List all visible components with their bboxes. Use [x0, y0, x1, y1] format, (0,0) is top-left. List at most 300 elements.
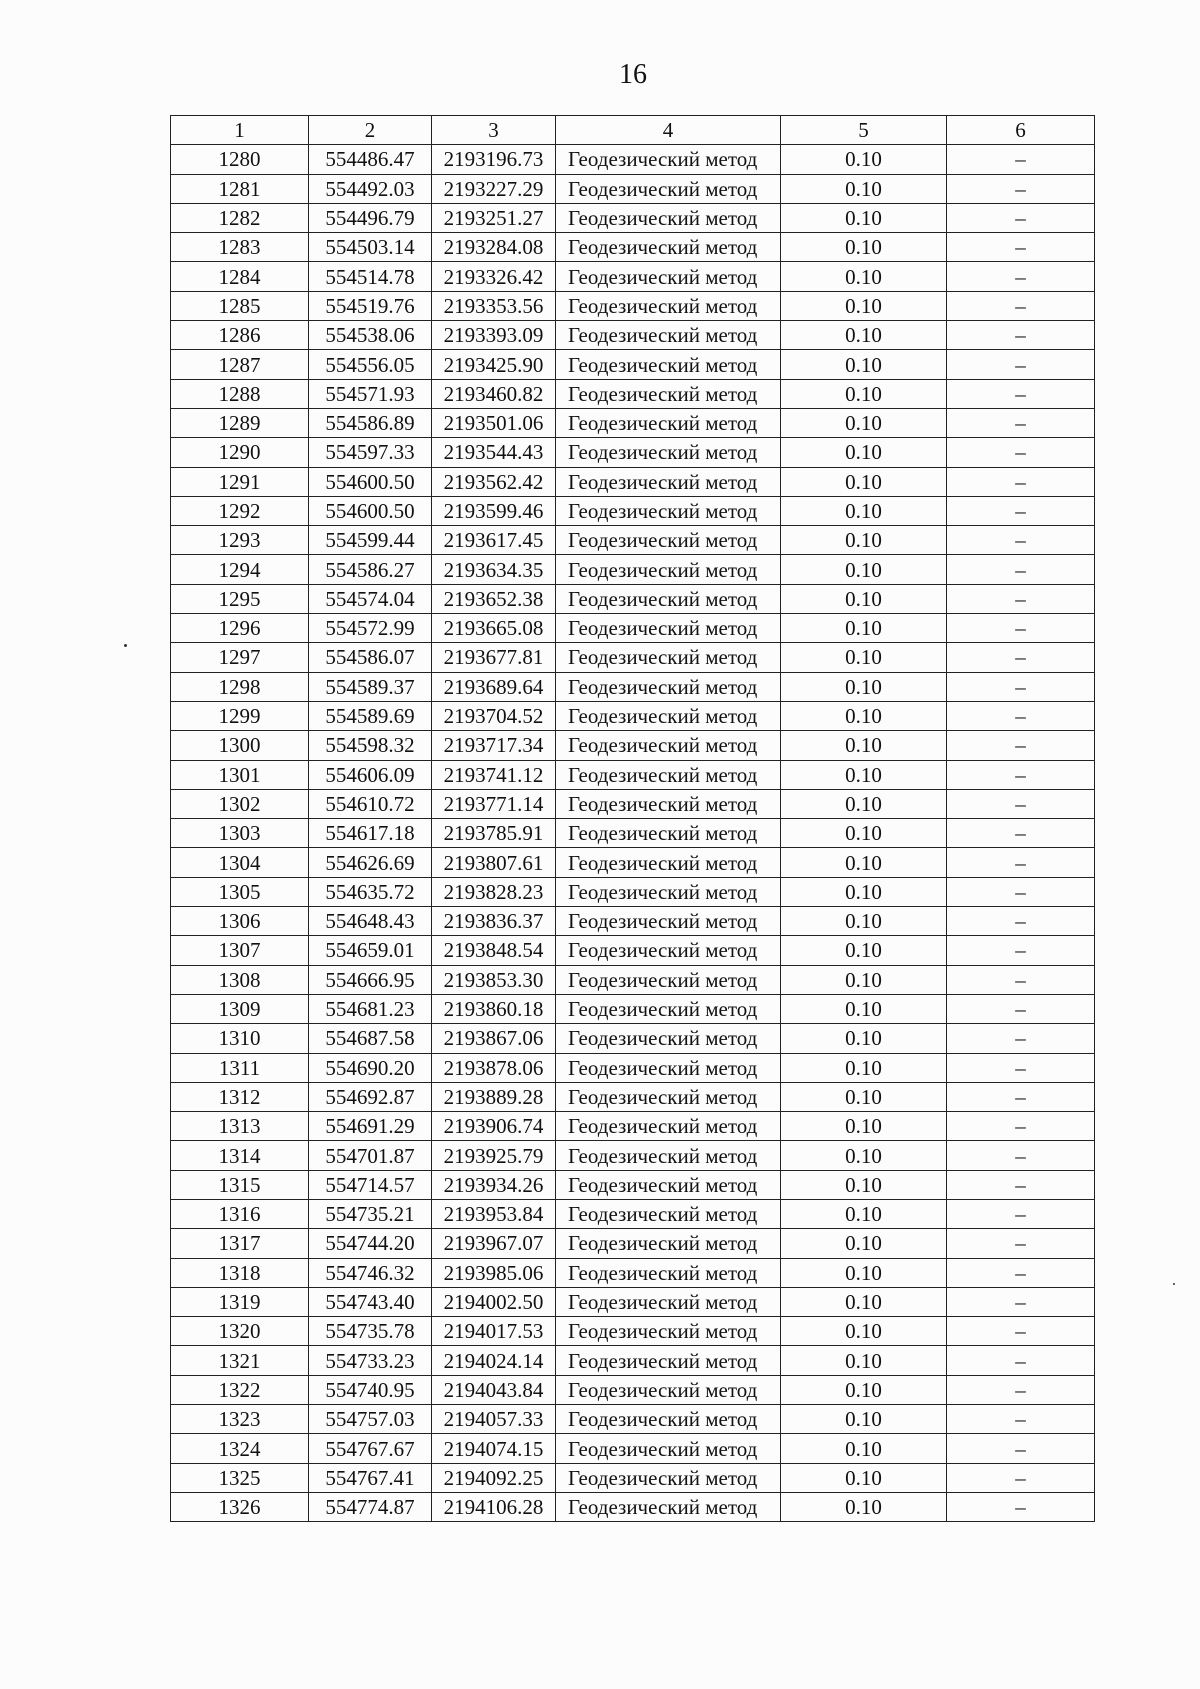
method-cell: Геодезический метод [556, 174, 781, 203]
method-cell: Геодезический метод [556, 1287, 781, 1316]
point-number-cell: 1310 [171, 1024, 309, 1053]
x-coordinate-cell: 554617.18 [309, 819, 432, 848]
y-coordinate-cell: 2193785.91 [432, 819, 556, 848]
header-cell-4: 4 [556, 116, 781, 145]
description-cell: – [947, 291, 1095, 320]
y-coordinate-cell: 2193460.82 [432, 379, 556, 408]
description-cell: – [947, 350, 1095, 379]
description-cell: – [947, 145, 1095, 174]
point-number-cell: 1283 [171, 233, 309, 262]
accuracy-cell: 0.10 [781, 584, 947, 613]
accuracy-cell: 0.10 [781, 526, 947, 555]
description-cell: – [947, 321, 1095, 350]
method-cell: Геодезический метод [556, 1082, 781, 1111]
description-cell: – [947, 614, 1095, 643]
x-coordinate-cell: 554574.04 [309, 584, 432, 613]
y-coordinate-cell: 2193867.06 [432, 1024, 556, 1053]
description-cell: – [947, 994, 1095, 1023]
accuracy-cell: 0.10 [781, 1024, 947, 1053]
scan-speck [1173, 1283, 1175, 1285]
y-coordinate-cell: 2194057.33 [432, 1405, 556, 1434]
table-row [171, 379, 1095, 408]
point-number-cell: 1315 [171, 1170, 309, 1199]
description-cell: – [947, 262, 1095, 291]
method-cell: Геодезический метод [556, 233, 781, 262]
x-coordinate-cell: 554626.69 [309, 848, 432, 877]
y-coordinate-cell: 2193251.27 [432, 203, 556, 232]
y-coordinate-cell: 2193807.61 [432, 848, 556, 877]
x-coordinate-cell: 554733.23 [309, 1346, 432, 1375]
table-row [171, 1375, 1095, 1404]
method-cell: Геодезический метод [556, 1229, 781, 1258]
description-cell: – [947, 819, 1095, 848]
table-row [171, 819, 1095, 848]
description-cell: – [947, 1317, 1095, 1346]
method-cell: Геодезический метод [556, 819, 781, 848]
accuracy-cell: 0.10 [781, 1346, 947, 1375]
x-coordinate-cell: 554610.72 [309, 789, 432, 818]
description-cell: – [947, 1375, 1095, 1404]
description-cell: – [947, 1053, 1095, 1082]
point-number-cell: 1305 [171, 877, 309, 906]
table-row [171, 233, 1095, 262]
x-coordinate-cell: 554735.21 [309, 1199, 432, 1228]
table-row [171, 467, 1095, 496]
table-row [171, 701, 1095, 730]
table-row [171, 643, 1095, 672]
point-number-cell: 1285 [171, 291, 309, 320]
accuracy-cell: 0.10 [781, 145, 947, 174]
point-number-cell: 1293 [171, 526, 309, 555]
y-coordinate-cell: 2194017.53 [432, 1317, 556, 1346]
description-cell: – [947, 907, 1095, 936]
y-coordinate-cell: 2193425.90 [432, 350, 556, 379]
description-cell: – [947, 701, 1095, 730]
x-coordinate-cell: 554767.67 [309, 1434, 432, 1463]
point-number-cell: 1312 [171, 1082, 309, 1111]
x-coordinate-cell: 554496.79 [309, 203, 432, 232]
accuracy-cell: 0.10 [781, 907, 947, 936]
method-cell: Геодезический метод [556, 145, 781, 174]
y-coordinate-cell: 2193967.07 [432, 1229, 556, 1258]
accuracy-cell: 0.10 [781, 1229, 947, 1258]
method-cell: Геодезический метод [556, 1258, 781, 1287]
method-cell: Геодезический метод [556, 936, 781, 965]
x-coordinate-cell: 554714.57 [309, 1170, 432, 1199]
point-number-cell: 1284 [171, 262, 309, 291]
y-coordinate-cell: 2194106.28 [432, 1492, 556, 1521]
method-cell: Геодезический метод [556, 262, 781, 291]
accuracy-cell: 0.10 [781, 1258, 947, 1287]
point-number-cell: 1323 [171, 1405, 309, 1434]
y-coordinate-cell: 2193617.45 [432, 526, 556, 555]
accuracy-cell: 0.10 [781, 291, 947, 320]
method-cell: Геодезический метод [556, 1405, 781, 1434]
table-row [171, 1492, 1095, 1521]
table-row [171, 1053, 1095, 1082]
table-row [171, 350, 1095, 379]
x-coordinate-cell: 554701.87 [309, 1141, 432, 1170]
table-row [171, 760, 1095, 789]
method-cell: Геодезический метод [556, 1024, 781, 1053]
x-coordinate-cell: 554589.37 [309, 672, 432, 701]
point-number-cell: 1302 [171, 789, 309, 818]
method-cell: Геодезический метод [556, 496, 781, 525]
description-cell: – [947, 526, 1095, 555]
point-number-cell: 1281 [171, 174, 309, 203]
table-row [171, 1141, 1095, 1170]
x-coordinate-cell: 554746.32 [309, 1258, 432, 1287]
point-number-cell: 1316 [171, 1199, 309, 1228]
point-number-cell: 1313 [171, 1112, 309, 1141]
method-cell: Геодезический метод [556, 965, 781, 994]
point-number-cell: 1326 [171, 1492, 309, 1521]
point-number-cell: 1288 [171, 379, 309, 408]
description-cell: – [947, 1170, 1095, 1199]
point-number-cell: 1292 [171, 496, 309, 525]
header-cell-3: 3 [432, 116, 556, 145]
y-coordinate-cell: 2193227.29 [432, 174, 556, 203]
accuracy-cell: 0.10 [781, 233, 947, 262]
point-number-cell: 1287 [171, 350, 309, 379]
x-coordinate-cell: 554556.05 [309, 350, 432, 379]
point-number-cell: 1311 [171, 1053, 309, 1082]
method-cell: Геодезический метод [556, 1492, 781, 1521]
table-row [171, 614, 1095, 643]
x-coordinate-cell: 554735.78 [309, 1317, 432, 1346]
y-coordinate-cell: 2193853.30 [432, 965, 556, 994]
accuracy-cell: 0.10 [781, 1375, 947, 1404]
point-number-cell: 1307 [171, 936, 309, 965]
y-coordinate-cell: 2193326.42 [432, 262, 556, 291]
x-coordinate-cell: 554635.72 [309, 877, 432, 906]
method-cell: Геодезический метод [556, 1346, 781, 1375]
accuracy-cell: 0.10 [781, 643, 947, 672]
method-cell: Геодезический метод [556, 672, 781, 701]
description-cell: – [947, 643, 1095, 672]
table-row [171, 438, 1095, 467]
accuracy-cell: 0.10 [781, 1053, 947, 1082]
method-cell: Геодезический метод [556, 350, 781, 379]
method-cell: Геодезический метод [556, 1170, 781, 1199]
x-coordinate-cell: 554757.03 [309, 1405, 432, 1434]
x-coordinate-cell: 554586.89 [309, 408, 432, 437]
point-number-cell: 1306 [171, 907, 309, 936]
description-cell: – [947, 1199, 1095, 1228]
table-row [171, 496, 1095, 525]
accuracy-cell: 0.10 [781, 819, 947, 848]
description-cell: – [947, 936, 1095, 965]
table-row [171, 145, 1095, 174]
description-cell: – [947, 1229, 1095, 1258]
y-coordinate-cell: 2193704.52 [432, 701, 556, 730]
accuracy-cell: 0.10 [781, 1141, 947, 1170]
y-coordinate-cell: 2193848.54 [432, 936, 556, 965]
point-number-cell: 1309 [171, 994, 309, 1023]
description-cell: – [947, 555, 1095, 584]
table-row [171, 1199, 1095, 1228]
x-coordinate-cell: 554692.87 [309, 1082, 432, 1111]
x-coordinate-cell: 554600.50 [309, 467, 432, 496]
accuracy-cell: 0.10 [781, 848, 947, 877]
x-coordinate-cell: 554743.40 [309, 1287, 432, 1316]
table-row [171, 672, 1095, 701]
table-row [171, 1229, 1095, 1258]
point-number-cell: 1280 [171, 145, 309, 174]
method-cell: Геодезический метод [556, 321, 781, 350]
point-number-cell: 1322 [171, 1375, 309, 1404]
y-coordinate-cell: 2193771.14 [432, 789, 556, 818]
table-row [171, 936, 1095, 965]
description-cell: – [947, 408, 1095, 437]
table-row [171, 907, 1095, 936]
y-coordinate-cell: 2193934.26 [432, 1170, 556, 1199]
accuracy-cell: 0.10 [781, 438, 947, 467]
description-cell: – [947, 760, 1095, 789]
point-number-cell: 1314 [171, 1141, 309, 1170]
x-coordinate-cell: 554586.07 [309, 643, 432, 672]
accuracy-cell: 0.10 [781, 994, 947, 1023]
y-coordinate-cell: 2193652.38 [432, 584, 556, 613]
x-coordinate-cell: 554681.23 [309, 994, 432, 1023]
accuracy-cell: 0.10 [781, 203, 947, 232]
table-row [171, 1317, 1095, 1346]
method-cell: Геодезический метод [556, 203, 781, 232]
y-coordinate-cell: 2193836.37 [432, 907, 556, 936]
point-number-cell: 1296 [171, 614, 309, 643]
y-coordinate-cell: 2193544.43 [432, 438, 556, 467]
y-coordinate-cell: 2193634.35 [432, 555, 556, 584]
table-row [171, 408, 1095, 437]
method-cell: Геодезический метод [556, 1434, 781, 1463]
y-coordinate-cell: 2194074.15 [432, 1434, 556, 1463]
table-row [171, 731, 1095, 760]
point-number-cell: 1317 [171, 1229, 309, 1258]
y-coordinate-cell: 2193562.42 [432, 467, 556, 496]
description-cell: – [947, 1141, 1095, 1170]
method-cell: Геодезический метод [556, 877, 781, 906]
y-coordinate-cell: 2194043.84 [432, 1375, 556, 1404]
table-row [171, 1170, 1095, 1199]
table-row [171, 526, 1095, 555]
description-cell: – [947, 1405, 1095, 1434]
method-cell: Геодезический метод [556, 907, 781, 936]
table-row [171, 1024, 1095, 1053]
y-coordinate-cell: 2193953.84 [432, 1199, 556, 1228]
accuracy-cell: 0.10 [781, 262, 947, 291]
description-cell: – [947, 848, 1095, 877]
table-row [171, 584, 1095, 613]
description-cell: – [947, 203, 1095, 232]
x-coordinate-cell: 554538.06 [309, 321, 432, 350]
description-cell: – [947, 496, 1095, 525]
accuracy-cell: 0.10 [781, 1082, 947, 1111]
accuracy-cell: 0.10 [781, 1170, 947, 1199]
description-cell: – [947, 379, 1095, 408]
y-coordinate-cell: 2194092.25 [432, 1463, 556, 1492]
description-cell: – [947, 1024, 1095, 1053]
point-number-cell: 1318 [171, 1258, 309, 1287]
description-cell: – [947, 467, 1095, 496]
description-cell: – [947, 174, 1095, 203]
method-cell: Геодезический метод [556, 467, 781, 496]
x-coordinate-cell: 554586.27 [309, 555, 432, 584]
accuracy-cell: 0.10 [781, 408, 947, 437]
x-coordinate-cell: 554600.50 [309, 496, 432, 525]
description-cell: – [947, 877, 1095, 906]
point-number-cell: 1303 [171, 819, 309, 848]
method-cell: Геодезический метод [556, 1463, 781, 1492]
accuracy-cell: 0.10 [781, 760, 947, 789]
description-cell: – [947, 1112, 1095, 1141]
description-cell: – [947, 789, 1095, 818]
description-cell: – [947, 584, 1095, 613]
y-coordinate-cell: 2193828.23 [432, 877, 556, 906]
method-cell: Геодезический метод [556, 760, 781, 789]
x-coordinate-cell: 554690.20 [309, 1053, 432, 1082]
table-row [171, 877, 1095, 906]
accuracy-cell: 0.10 [781, 731, 947, 760]
x-coordinate-cell: 554503.14 [309, 233, 432, 262]
method-cell: Геодезический метод [556, 614, 781, 643]
accuracy-cell: 0.10 [781, 350, 947, 379]
y-coordinate-cell: 2193501.06 [432, 408, 556, 437]
point-number-cell: 1321 [171, 1346, 309, 1375]
point-number-cell: 1294 [171, 555, 309, 584]
x-coordinate-cell: 554492.03 [309, 174, 432, 203]
accuracy-cell: 0.10 [781, 1112, 947, 1141]
table-header [171, 116, 1095, 145]
table-body [171, 145, 1095, 1522]
accuracy-cell: 0.10 [781, 174, 947, 203]
y-coordinate-cell: 2193353.56 [432, 291, 556, 320]
description-cell: – [947, 1346, 1095, 1375]
method-cell: Геодезический метод [556, 379, 781, 408]
point-number-cell: 1324 [171, 1434, 309, 1463]
header-cell-2: 2 [309, 116, 432, 145]
coordinates-table [170, 115, 1095, 1522]
accuracy-cell: 0.10 [781, 877, 947, 906]
header-cell-5: 5 [781, 116, 947, 145]
description-cell: – [947, 233, 1095, 262]
point-number-cell: 1286 [171, 321, 309, 350]
y-coordinate-cell: 2193878.06 [432, 1053, 556, 1082]
point-number-cell: 1282 [171, 203, 309, 232]
accuracy-cell: 0.10 [781, 1463, 947, 1492]
table-row [171, 291, 1095, 320]
accuracy-cell: 0.10 [781, 614, 947, 643]
y-coordinate-cell: 2194002.50 [432, 1287, 556, 1316]
method-cell: Геодезический метод [556, 789, 781, 818]
point-number-cell: 1319 [171, 1287, 309, 1316]
accuracy-cell: 0.10 [781, 701, 947, 730]
header-row [171, 116, 1095, 145]
table-row [171, 965, 1095, 994]
x-coordinate-cell: 554598.32 [309, 731, 432, 760]
table-row [171, 1287, 1095, 1316]
y-coordinate-cell: 2193689.64 [432, 672, 556, 701]
point-number-cell: 1299 [171, 701, 309, 730]
description-cell: – [947, 1492, 1095, 1521]
header-cell-1: 1 [171, 116, 309, 145]
method-cell: Геодезический метод [556, 848, 781, 877]
point-number-cell: 1300 [171, 731, 309, 760]
x-coordinate-cell: 554597.33 [309, 438, 432, 467]
table-row [171, 1346, 1095, 1375]
y-coordinate-cell: 2194024.14 [432, 1346, 556, 1375]
description-cell: – [947, 672, 1095, 701]
y-coordinate-cell: 2193677.81 [432, 643, 556, 672]
x-coordinate-cell: 554767.41 [309, 1463, 432, 1492]
table-row [171, 262, 1095, 291]
method-cell: Геодезический метод [556, 701, 781, 730]
accuracy-cell: 0.10 [781, 965, 947, 994]
accuracy-cell: 0.10 [781, 936, 947, 965]
y-coordinate-cell: 2193284.08 [432, 233, 556, 262]
point-number-cell: 1291 [171, 467, 309, 496]
point-number-cell: 1325 [171, 1463, 309, 1492]
y-coordinate-cell: 2193741.12 [432, 760, 556, 789]
table-row [171, 1405, 1095, 1434]
method-cell: Геодезический метод [556, 291, 781, 320]
method-cell: Геодезический метод [556, 1199, 781, 1228]
x-coordinate-cell: 554691.29 [309, 1112, 432, 1141]
table-row [171, 1082, 1095, 1111]
x-coordinate-cell: 554486.47 [309, 145, 432, 174]
method-cell: Геодезический метод [556, 643, 781, 672]
accuracy-cell: 0.10 [781, 1287, 947, 1316]
x-coordinate-cell: 554744.20 [309, 1229, 432, 1258]
x-coordinate-cell: 554519.76 [309, 291, 432, 320]
y-coordinate-cell: 2193393.09 [432, 321, 556, 350]
accuracy-cell: 0.10 [781, 1199, 947, 1228]
description-cell: – [947, 731, 1095, 760]
accuracy-cell: 0.10 [781, 496, 947, 525]
x-coordinate-cell: 554740.95 [309, 1375, 432, 1404]
table-row [171, 1434, 1095, 1463]
y-coordinate-cell: 2193717.34 [432, 731, 556, 760]
page-number: 16 [619, 59, 647, 90]
table-row [171, 1258, 1095, 1287]
table-row [171, 994, 1095, 1023]
method-cell: Геодезический метод [556, 555, 781, 584]
point-number-cell: 1297 [171, 643, 309, 672]
description-cell: – [947, 1258, 1095, 1287]
point-number-cell: 1298 [171, 672, 309, 701]
y-coordinate-cell: 2193906.74 [432, 1112, 556, 1141]
description-cell: – [947, 438, 1095, 467]
method-cell: Геодезический метод [556, 408, 781, 437]
y-coordinate-cell: 2193860.18 [432, 994, 556, 1023]
x-coordinate-cell: 554606.09 [309, 760, 432, 789]
point-number-cell: 1320 [171, 1317, 309, 1346]
method-cell: Геодезический метод [556, 1112, 781, 1141]
table-row [171, 174, 1095, 203]
description-cell: – [947, 965, 1095, 994]
table-row [171, 203, 1095, 232]
y-coordinate-cell: 2193985.06 [432, 1258, 556, 1287]
method-cell: Геодезический метод [556, 994, 781, 1023]
table-row [171, 1112, 1095, 1141]
x-coordinate-cell: 554572.99 [309, 614, 432, 643]
accuracy-cell: 0.10 [781, 1434, 947, 1463]
accuracy-cell: 0.10 [781, 672, 947, 701]
y-coordinate-cell: 2193925.79 [432, 1141, 556, 1170]
scan-speck [124, 644, 127, 647]
accuracy-cell: 0.10 [781, 1405, 947, 1434]
y-coordinate-cell: 2193665.08 [432, 614, 556, 643]
x-coordinate-cell: 554589.69 [309, 701, 432, 730]
